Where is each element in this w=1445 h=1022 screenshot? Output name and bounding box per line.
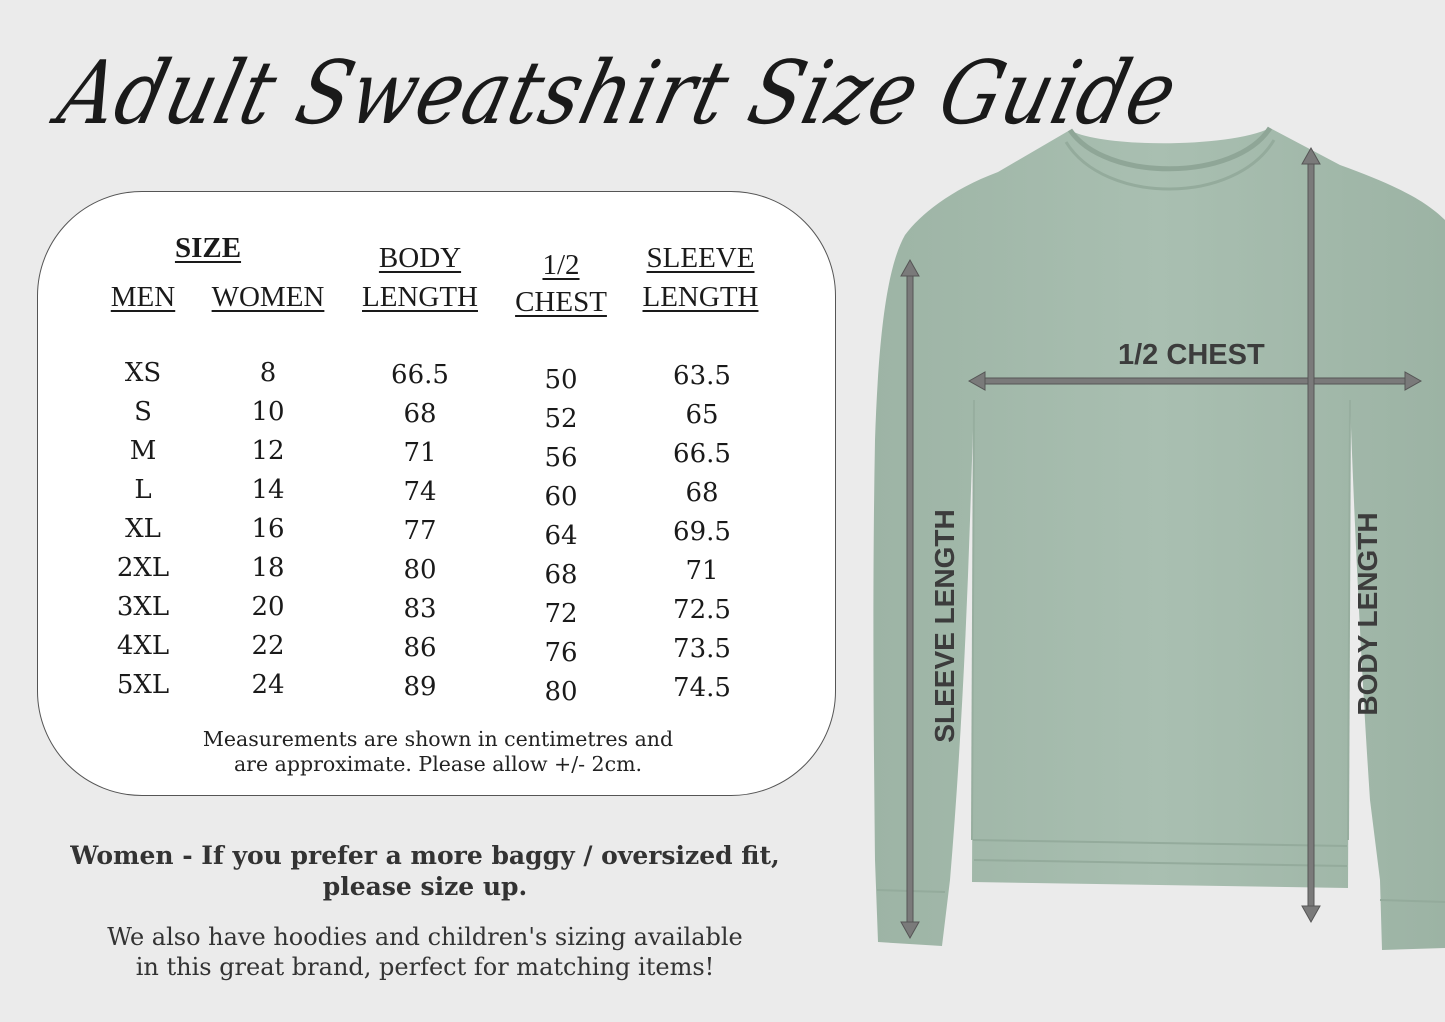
table-cell: 10 bbox=[251, 397, 285, 427]
table-cell: M bbox=[129, 436, 157, 466]
men-column bbox=[93, 354, 193, 705]
table-cell: 20 bbox=[251, 592, 285, 622]
table-cell: 3XL bbox=[116, 592, 170, 622]
women-fit-note bbox=[20, 840, 830, 902]
table-cell: 74.5 bbox=[673, 673, 731, 703]
sleeve-length-column bbox=[650, 357, 754, 708]
availability-note-line: in this great brand, perfect for matching items! bbox=[135, 953, 715, 981]
sleeve-length-header-1: SLEEVE bbox=[646, 242, 755, 274]
table-cell: 12 bbox=[251, 436, 285, 466]
measurement-note bbox=[168, 727, 708, 777]
women-header: WOMEN bbox=[211, 281, 325, 313]
body-length-label: BODY LENGTH bbox=[1352, 512, 1383, 716]
table-cell: 86 bbox=[403, 633, 437, 663]
table-cell: 73.5 bbox=[673, 634, 731, 664]
half-chest-header-1: 1/2 bbox=[542, 249, 580, 281]
table-cell: 50 bbox=[544, 365, 578, 395]
table-cell: 4XL bbox=[116, 631, 170, 661]
table-cell: 64 bbox=[544, 521, 578, 551]
sleeve-length-header-2: LENGTH bbox=[642, 281, 759, 313]
table-cell: 72 bbox=[544, 599, 578, 629]
table-cell: 16 bbox=[251, 514, 285, 544]
sweatshirt-diagram bbox=[850, 120, 1445, 960]
table-cell: 2XL bbox=[116, 553, 170, 583]
table-cell: 52 bbox=[544, 404, 578, 434]
table-cell: 74 bbox=[403, 477, 437, 507]
women-fit-note-line: Women - If you prefer a more baggy / oversized fit, bbox=[70, 841, 780, 870]
availability-note bbox=[30, 922, 820, 982]
table-cell: 68 bbox=[544, 560, 578, 590]
size-table bbox=[37, 191, 836, 796]
men-header: MEN bbox=[110, 281, 176, 313]
table-cell: 66.5 bbox=[391, 360, 449, 390]
body-length-header-1: BODY bbox=[378, 242, 462, 274]
table-cell: 83 bbox=[403, 594, 437, 624]
table-cell: 8 bbox=[259, 358, 277, 388]
table-cell: 89 bbox=[403, 672, 437, 702]
table-cell: 71 bbox=[685, 556, 719, 586]
body-length-header-2: LENGTH bbox=[362, 281, 478, 313]
body-length-column bbox=[370, 356, 470, 707]
women-column bbox=[218, 354, 318, 705]
measurement-note-line: Measurements are shown in centimetres and bbox=[202, 727, 674, 751]
table-cell: XL bbox=[125, 514, 161, 544]
table-cell: 22 bbox=[251, 631, 285, 661]
half-chest-header-2: CHEST bbox=[515, 286, 607, 318]
availability-note-line: We also have hoodies and children's sizing available bbox=[107, 923, 743, 951]
half-chest-column bbox=[511, 361, 611, 712]
sleeve-length-label: SLEEVE LENGTH bbox=[929, 509, 960, 743]
table-cell: 24 bbox=[251, 670, 285, 700]
table-cell: 18 bbox=[251, 553, 285, 583]
table-cell: 65 bbox=[685, 400, 719, 430]
women-fit-note-line: please size up. bbox=[322, 872, 528, 901]
table-cell: 63.5 bbox=[673, 361, 731, 391]
table-cell: 56 bbox=[544, 443, 578, 473]
table-cell: L bbox=[134, 475, 152, 505]
table-cell: 80 bbox=[544, 677, 578, 707]
measurement-note-line: are approximate. Please allow +/- 2cm. bbox=[233, 752, 643, 776]
table-cell: 80 bbox=[403, 555, 437, 585]
table-cell: XS bbox=[124, 358, 162, 388]
table-cell: S bbox=[134, 397, 152, 427]
table-cell: 77 bbox=[403, 516, 437, 546]
table-cell: 76 bbox=[544, 638, 578, 668]
half-chest-label: 1/2 CHEST bbox=[1118, 339, 1265, 371]
table-cell: 71 bbox=[403, 438, 437, 468]
table-cell: 72.5 bbox=[673, 595, 731, 625]
table-cell: 14 bbox=[251, 475, 285, 505]
table-cell: 68 bbox=[685, 478, 719, 508]
table-cell: 5XL bbox=[116, 670, 170, 700]
table-cell: 66.5 bbox=[673, 439, 731, 469]
page-title: Adult Sweatshirt Size Guide bbox=[49, 41, 1188, 144]
table-cell: 69.5 bbox=[673, 517, 731, 547]
size-header: SIZE bbox=[174, 232, 242, 264]
table-cell: 68 bbox=[403, 399, 437, 429]
table-cell: 60 bbox=[544, 482, 578, 512]
